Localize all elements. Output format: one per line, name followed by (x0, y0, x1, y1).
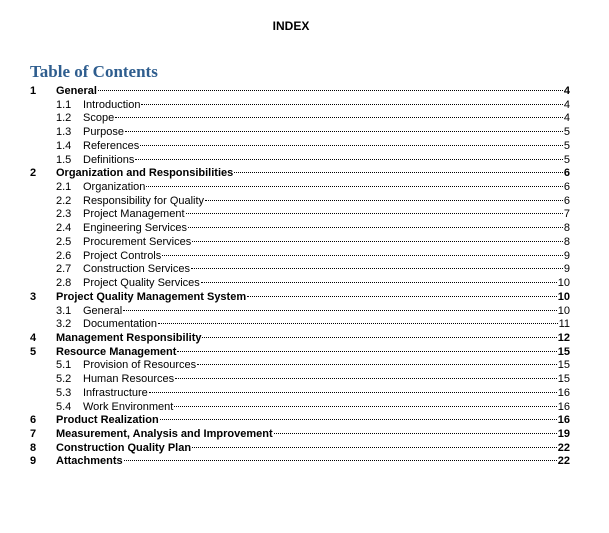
toc-entry-page-number[interactable]: 4 (563, 98, 570, 111)
toc-subsection-entry[interactable] (30, 208, 570, 222)
toc-entry-title[interactable]: Documentation (83, 318, 157, 331)
toc-entry-page-number[interactable]: 19 (557, 427, 570, 440)
toc-entry-page-number[interactable]: 10 (557, 304, 570, 317)
toc-dot-leader (174, 406, 556, 407)
toc-entry-page-number[interactable]: 9 (563, 263, 570, 276)
toc-subsection-entry[interactable] (30, 387, 570, 401)
toc-entry-number: 6 (30, 414, 37, 427)
toc-subsection-entry[interactable] (30, 112, 570, 126)
toc-entry-number: 2.3 (56, 208, 72, 221)
toc-dot-leader (146, 186, 563, 187)
toc-dot-leader (158, 323, 558, 324)
toc-dot-leader (135, 159, 563, 160)
toc-dot-leader (175, 378, 557, 379)
toc-entry-title[interactable]: Human Resources (83, 373, 175, 386)
toc-entry-number: 5.2 (56, 373, 72, 386)
toc-dot-leader (141, 104, 562, 105)
toc-entry-title[interactable]: Work Environment (83, 400, 174, 413)
toc-entry-page-number[interactable]: 5 (563, 153, 570, 166)
toc-dot-leader (192, 447, 557, 448)
toc-entry-number: 2.5 (56, 235, 72, 248)
toc-dot-leader (124, 460, 557, 461)
toc-entry-title[interactable]: General (56, 85, 97, 97)
toc-dot-leader (191, 268, 563, 269)
toc-entry-title[interactable]: Organization and Responsibilities (56, 167, 234, 180)
toc-entry-page-number[interactable]: 4 (563, 112, 570, 125)
toc-entry-page-number[interactable]: 6 (563, 167, 570, 180)
toc-subsection-entry[interactable] (30, 181, 570, 195)
toc-entry-page-number[interactable]: 22 (557, 455, 570, 468)
toc-entry-number: 2.6 (56, 249, 72, 262)
toc-dot-leader (234, 172, 563, 173)
toc-entry-title[interactable]: Construction Services (83, 263, 190, 276)
toc-entry-number: 5 (30, 345, 37, 358)
toc-subsection-entry[interactable] (30, 277, 570, 291)
toc-section-entry[interactable] (30, 428, 570, 442)
toc-entry-page-number[interactable]: 5 (563, 126, 570, 139)
toc-subsection-entry[interactable] (30, 99, 570, 113)
toc-entry-title[interactable]: Scope (83, 112, 115, 125)
toc-dot-leader (125, 131, 563, 132)
toc-dot-leader (197, 364, 557, 365)
toc-entry-page-number[interactable]: 6 (563, 181, 570, 194)
toc-subsection-entry[interactable] (30, 154, 570, 168)
toc-dot-leader (123, 310, 557, 311)
toc-entry-number: 1.5 (56, 153, 72, 166)
toc-entry-number: 5.4 (56, 400, 72, 413)
toc-subsection-entry[interactable] (30, 318, 570, 332)
toc-entry-title[interactable]: Resource Management (56, 345, 177, 358)
toc-section-entry[interactable] (30, 346, 570, 360)
toc-section-entry[interactable] (30, 167, 570, 181)
toc-dot-leader (177, 351, 556, 352)
toc-entry-number: 2.1 (56, 181, 72, 194)
toc-subsection-entry[interactable] (30, 236, 570, 250)
toc-entry-title[interactable]: Project Quality Services (83, 277, 200, 290)
toc-entry-page-number[interactable]: 16 (557, 400, 570, 413)
toc-entry-title[interactable]: Project Controls (83, 249, 162, 262)
toc-entry-page-number[interactable]: 15 (557, 359, 570, 372)
toc-subsection-entry[interactable] (30, 222, 570, 236)
toc-entry-page-number[interactable]: 16 (557, 414, 570, 427)
toc-subsection-entry[interactable] (30, 359, 570, 373)
toc-dot-leader (115, 117, 563, 118)
toc-dot-leader (98, 90, 563, 91)
toc-entry-number: 3.1 (56, 304, 72, 317)
toc-entry-title[interactable]: Project Quality Management System (56, 290, 247, 303)
toc-entry-title[interactable]: General (83, 304, 123, 317)
toc-entry-page-number[interactable]: 4 (563, 85, 570, 97)
toc-entry-number: 1.4 (56, 139, 72, 152)
toc-entry-title[interactable]: Management Responsibility (56, 331, 202, 344)
toc-entry-title[interactable]: Provision of Resources (83, 359, 197, 372)
toc-entry-title[interactable]: Project Management (83, 208, 185, 221)
toc-entry-number: 5.1 (56, 359, 72, 372)
toc-subsection-entry[interactable] (30, 401, 570, 415)
toc-entry-number: 2 (30, 167, 37, 180)
toc-section-entry[interactable] (30, 414, 570, 428)
toc-subsection-entry[interactable] (30, 250, 570, 264)
toc-dot-leader (149, 392, 557, 393)
toc-entry-number: 9 (30, 455, 37, 468)
toc-entry-title[interactable]: Definitions (83, 153, 135, 166)
toc-dot-leader (162, 255, 563, 256)
toc-dot-leader (205, 200, 563, 201)
toc-dot-leader (247, 296, 557, 297)
toc-subsection-entry[interactable] (30, 263, 570, 277)
toc-dot-leader (201, 282, 557, 283)
toc-entry-title[interactable]: Measurement, Analysis and Improvement (56, 427, 273, 440)
toc-entry-title[interactable]: References (83, 139, 140, 152)
toc-subsection-entry[interactable] (30, 126, 570, 140)
toc-entry-title[interactable]: Engineering Services (83, 222, 187, 235)
toc-entry-page-number[interactable]: 8 (563, 222, 570, 235)
toc-entry-page-number[interactable]: 7 (563, 208, 570, 221)
toc-entry-page-number[interactable]: 10 (557, 290, 570, 303)
toc-entry-title[interactable]: Construction Quality Plan (56, 441, 192, 454)
toc-entry-page-number[interactable]: 11 (558, 318, 570, 331)
toc-section-entry[interactable] (30, 291, 570, 305)
toc-entry-number: 1.3 (56, 126, 72, 139)
toc-entry-page-number[interactable]: 9 (563, 249, 570, 262)
toc-entry-page-number[interactable]: 5 (563, 139, 570, 152)
toc-entry-number: 3.2 (56, 318, 72, 331)
toc-entry-title[interactable]: Infrastructure (83, 386, 148, 399)
toc-entry-number: 1.2 (56, 112, 72, 125)
toc-dot-leader (140, 145, 563, 146)
toc-entry-number: 2.7 (56, 263, 72, 276)
toc-entry-number: 5.3 (56, 386, 72, 399)
toc-entry-page-number[interactable]: 8 (563, 235, 570, 248)
toc-subsection-entry[interactable] (30, 140, 570, 154)
toc-entry-number: 2.8 (56, 277, 72, 290)
toc-entry-page-number[interactable]: 22 (557, 441, 570, 454)
toc-entry-title[interactable]: Product Realization (56, 414, 159, 427)
toc-entry-number: 3 (30, 290, 37, 303)
toc-dot-leader (160, 419, 557, 420)
toc-dot-leader (186, 213, 563, 214)
toc-section-entry[interactable] (30, 85, 570, 99)
toc-entry-title[interactable]: Introduction (83, 98, 141, 111)
toc-entry-page-number[interactable]: 12 (557, 331, 570, 344)
toc-entry-number: 1.1 (56, 98, 72, 111)
toc-entry-page-number[interactable]: 6 (563, 194, 570, 207)
toc-entry-title[interactable]: Procurement Services (83, 235, 192, 248)
toc-section-entry[interactable] (30, 455, 570, 469)
toc-entry-number: 1 (30, 85, 37, 97)
toc-subsection-entry[interactable] (30, 195, 570, 209)
toc-entry-title[interactable]: Purpose (83, 126, 124, 139)
toc-entry-number: 2.4 (56, 222, 72, 235)
toc-entry-number: 4 (30, 331, 37, 344)
toc-entry-title[interactable]: Attachments (56, 455, 123, 468)
toc-section-entry[interactable] (30, 332, 570, 346)
toc-dot-leader (274, 433, 557, 434)
toc-entry-title[interactable]: Organization (83, 181, 146, 194)
toc-section-entry[interactable] (30, 442, 570, 456)
toc-entry-page-number[interactable]: 16 (557, 386, 570, 399)
table-of-contents (30, 85, 570, 469)
toc-entry-page-number[interactable]: 10 (557, 277, 570, 290)
toc-subsection-entry[interactable] (30, 373, 570, 387)
toc-entry-number: 2.2 (56, 194, 72, 207)
toc-subsection-entry[interactable] (30, 305, 570, 319)
toc-entry-page-number[interactable]: 15 (557, 373, 570, 386)
toc-entry-title[interactable]: Responsibility for Quality (83, 194, 205, 207)
toc-heading: Table of Contents (30, 62, 158, 81)
toc-dot-leader (188, 227, 563, 228)
toc-entry-number: 7 (30, 427, 37, 440)
toc-entry-page-number[interactable]: 15 (557, 345, 570, 358)
toc-dot-leader (192, 241, 563, 242)
index-title: INDEX (272, 19, 310, 33)
toc-entry-number: 8 (30, 441, 37, 454)
toc-dot-leader (202, 337, 556, 338)
